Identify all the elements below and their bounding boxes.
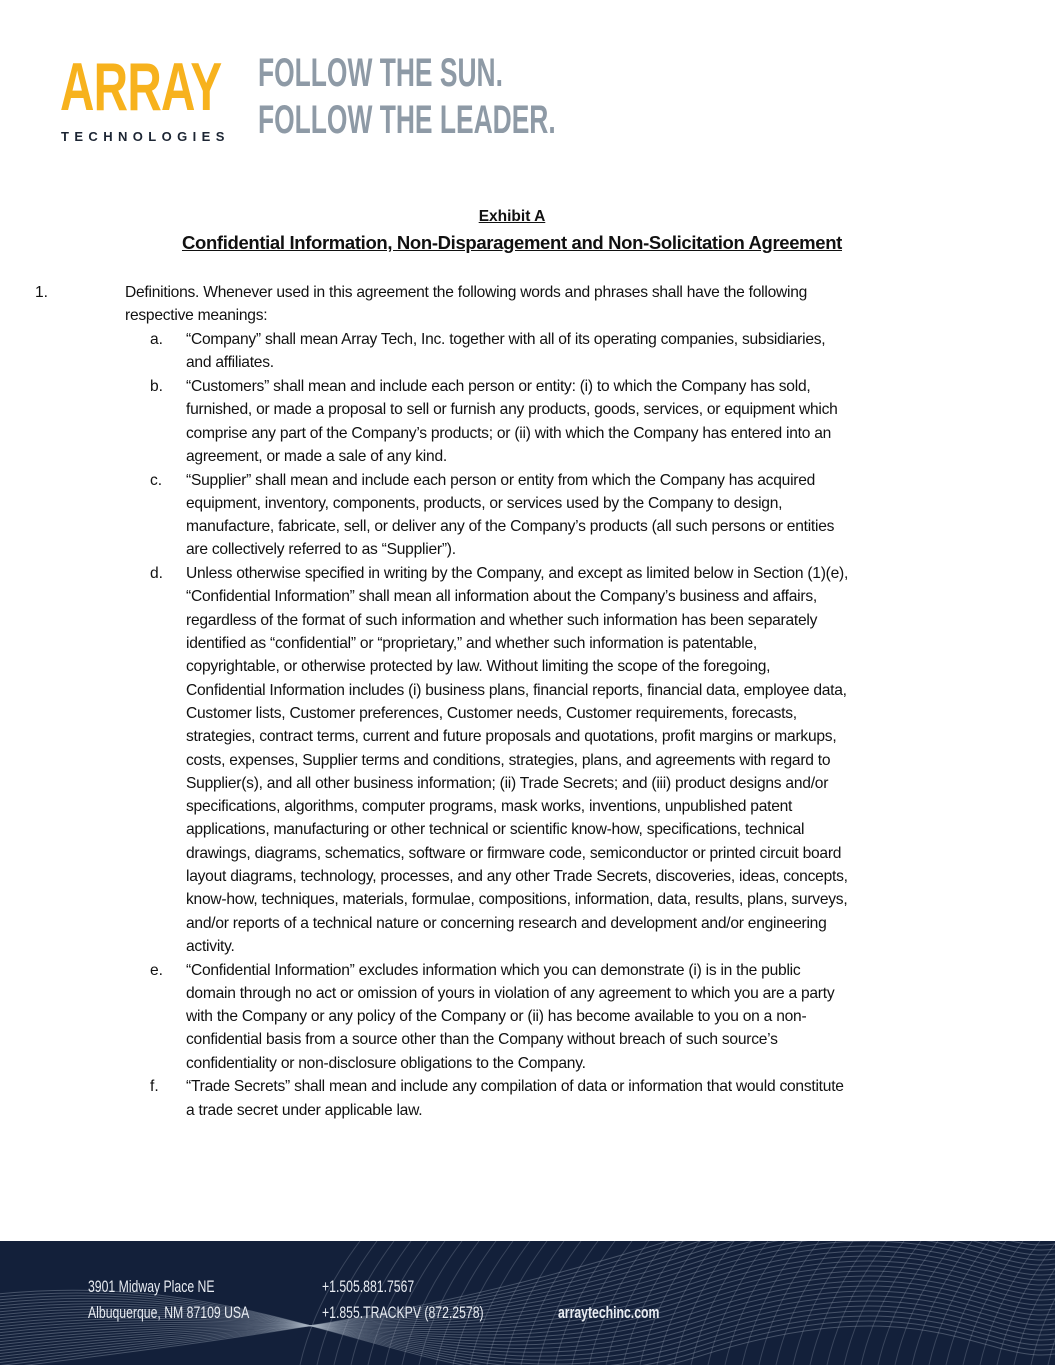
item-line: “Supplier” shall mean and include each person or entity from which the Company has acquired	[186, 471, 816, 489]
item-line: layout diagrams, technology, processes, and any other Trade Secrets, discoveries, ideas, concepts,	[186, 868, 848, 885]
item-line: know-how, techniques, materials, formulae, compositions, information, data, results, plans, surveys,	[186, 891, 848, 909]
item-line: and affiliates.	[186, 354, 274, 372]
exhibit-title: Exhibit A	[478, 208, 546, 225]
item-line: are collectively referred to as “Supplier”).	[186, 541, 456, 559]
item-line: “Customers” shall mean and include each person or entity: (i) to which the Company has sold,	[186, 377, 811, 395]
address-line-2: Albuquerque, NM 87109 USA	[88, 1303, 250, 1322]
tagline-line: FOLLOW THE SUN.	[258, 51, 503, 95]
definition-item	[150, 328, 848, 375]
item-letter: a.	[150, 331, 164, 348]
item-line: specifications, algorithms, computer programs, mask works, inventions, unpublished patent	[186, 798, 793, 816]
item-line: copyrightable, or otherwise protected by law. Without limiting the scope of the foregoing,	[186, 658, 771, 676]
item-letter: b.	[150, 377, 164, 395]
item-line: agreement, or made a sale of any kind.	[186, 447, 447, 465]
item-line: and/or reports of a technical nature or concerning research and development and/or engineering	[186, 914, 827, 932]
phone-2: +1.855.TRACKPV (872.2578)	[322, 1303, 484, 1322]
logo-subtitle: TECHNOLOGIES	[61, 129, 230, 144]
item-letter: d.	[150, 565, 164, 583]
item-line: “Company” shall mean Array Tech, Inc. together with all of its operating companies, subsidiaries,	[186, 331, 826, 348]
item-line: “Confidential Information” excludes information which you can demonstrate (i) is in the public	[186, 961, 801, 979]
item-line: applications, manufacturing or other technical or scientific know-how, specifications, technical	[186, 821, 805, 839]
item-line: identified as “confidential” or “proprietary,” and whether such information is patentable,	[186, 635, 757, 653]
item-line: confidential basis from a source other than the Company without breach of such source’s	[186, 1031, 778, 1049]
address-line-1: 3901 Midway Place NE	[88, 1277, 215, 1296]
wave-line	[0, 1241, 1055, 1356]
section-line: respective meanings:	[125, 307, 268, 325]
item-line: domain through no act or omission of yours in violation of any agreement to which you are a party	[186, 984, 835, 1002]
item-line: costs, expenses, Supplier terms and conditions, strategies, plans, and agreements with regard to	[186, 751, 831, 769]
item-text	[186, 328, 848, 375]
website-link[interactable]: arraytechinc.com	[558, 1303, 660, 1322]
definition-item	[150, 1075, 848, 1122]
definition-item	[150, 959, 848, 1075]
item-line: comprise any part of the Company’s products; or (ii) with which the Company has entered into an	[186, 424, 832, 442]
item-line: activity.	[186, 937, 235, 955]
section-text	[125, 281, 807, 328]
item-text	[186, 959, 848, 1075]
item-line: Confidential Information includes (i) business plans, financial reports, financial data, employee data,	[186, 681, 847, 699]
item-letter: c.	[150, 471, 163, 489]
item-line: Customer lists, Customer preferences, Customer needs, Customer requirements, forecasts,	[186, 704, 797, 722]
item-line: Supplier(s), and all other business information; (ii) Trade Secrets; and (iii) product designs and/or	[186, 774, 829, 792]
footer	[0, 1241, 1055, 1365]
definition-list	[150, 328, 848, 1122]
item-letter: e.	[150, 961, 164, 979]
item-text	[186, 469, 848, 562]
tagline	[258, 50, 556, 144]
tagline-line: FOLLOW THE LEADER.	[258, 98, 556, 142]
item-line: regardless of the format of such information and whether such information has been separately	[186, 611, 818, 629]
item-line: “Confidential Information” shall mean all information about the Company’s business and affairs,	[186, 588, 817, 606]
item-text	[186, 562, 848, 958]
item-line: with the Company or any policy of the Company or (ii) has become available to you on a non-	[186, 1008, 807, 1026]
item-line: confidentiality or non-disclosure obligations to the Company.	[186, 1054, 586, 1072]
item-line: manufacture, fabricate, sell, or deliver any of the Company’s products (all such persons or entities	[186, 518, 835, 536]
item-line: furnished, or made a proposal to sell or furnish any products, goods, services, or equipment which	[186, 401, 838, 419]
section-line: Definitions. Whenever used in this agreement the following words and phrases shall have the following	[125, 284, 808, 301]
item-letter: f.	[150, 1078, 159, 1096]
definition-item	[150, 469, 848, 562]
agreement-title: Confidential Information, Non-Disparagement and Non-Solicitation Agreement	[181, 232, 842, 253]
phone-1: +1.505.881.7567	[322, 1277, 415, 1296]
section-number: 1.	[35, 284, 49, 301]
item-text	[186, 1075, 848, 1122]
item-line: “Trade Secrets” shall mean and include any compilation of data or information that would constitute	[186, 1078, 844, 1096]
item-line: a trade secret under applicable law.	[186, 1101, 423, 1119]
item-text	[186, 375, 848, 468]
definition-item	[150, 375, 848, 468]
logo-wordmark: ARRAY	[60, 49, 222, 125]
item-line: drawings, diagrams, schematics, software or firmware code, semiconductor or printed circuit board	[186, 844, 842, 862]
item-line: strategies, contract terms, current and future proposals and quotations, profit margins or markups,	[186, 728, 837, 746]
definition-item	[150, 562, 848, 958]
item-line: equipment, inventory, components, products, or services used by the Company to design,	[186, 494, 783, 512]
item-line: Unless otherwise specified in writing by the Company, and except as limited below in Section (1)(e),	[186, 565, 849, 583]
